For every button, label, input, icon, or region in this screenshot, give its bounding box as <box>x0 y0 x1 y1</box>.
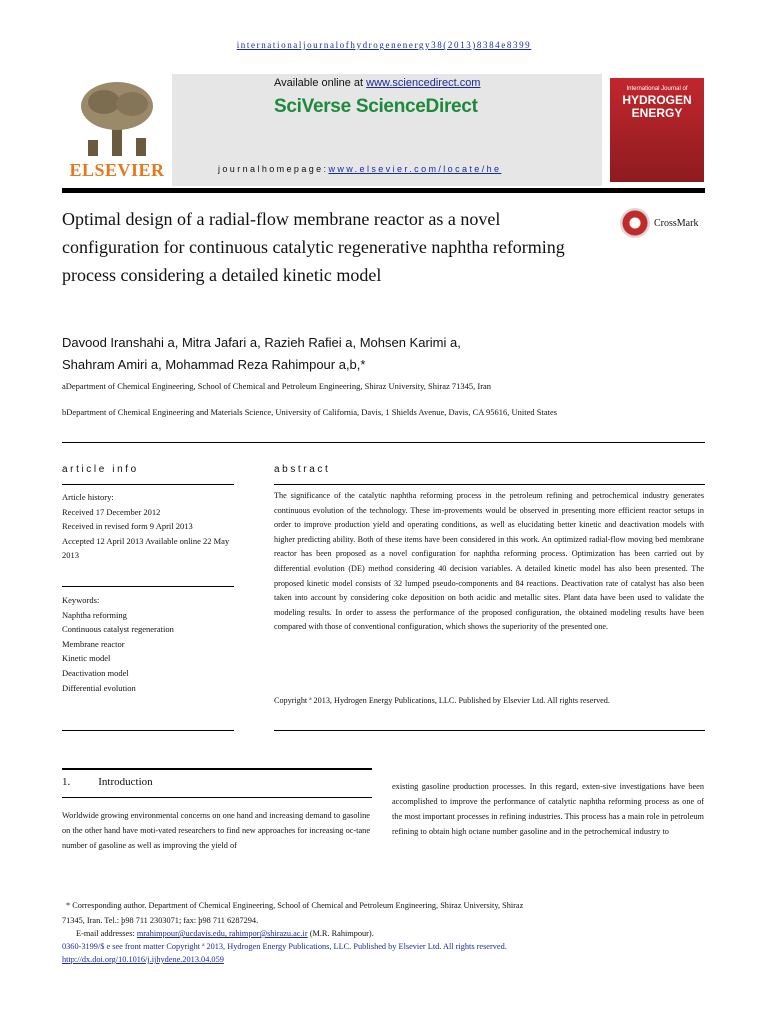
keyword-item: Kinetic model <box>62 653 111 664</box>
issn-copyright-line: 0360-3199/$ e see front matter Copyright ª 2013, Hydrogen Energy Publications, LLC. Published by Elsevier Ltd. All rights reserved. <box>62 942 507 951</box>
intro-bottom-rule <box>62 797 372 798</box>
homepage-link[interactable]: www.elsevier.com/locate/he <box>328 164 502 174</box>
affiliation-divider <box>62 442 705 443</box>
history-received: Received 17 December 2012 <box>62 506 161 517</box>
elsevier-tree-icon <box>74 80 160 158</box>
keywords-list <box>62 593 232 695</box>
intro-top-rule <box>62 768 372 770</box>
abstract-rule <box>274 484 705 485</box>
abstract-heading: abstract <box>274 464 331 475</box>
history-revised: Received in revised form 9 April 2013 <box>62 521 193 532</box>
abstract-bottom-rule <box>274 730 705 731</box>
article-title: Optimal design of a radial-flow membrane reactor as a novel configuration for continuous catalytic regenerative naphtha reforming process considering a detailed kinetic model <box>62 209 565 285</box>
journal-homepage <box>218 164 501 174</box>
sciencedirect-link[interactable]: www.sciencedirect.com <box>366 77 481 89</box>
doi-link[interactable]: http://dx.doi.org/10.1016/j.ijhydene.2013.04.059 <box>62 955 224 964</box>
email-suffix: (M.R. Rahimpour). <box>307 929 374 938</box>
article-history <box>62 490 232 563</box>
elsevier-wordmark: ELSEVIER <box>69 160 165 180</box>
doi[interactable] <box>62 952 622 968</box>
keyword-item: Deactivation model <box>62 667 129 678</box>
keyword-item: Membrane reactor <box>62 638 125 649</box>
corresponding-author-note: * Corresponding author. Department of Chemical Engineering, School of Chemical and Petroleum Engineering, Shiraz University, Shiraz <box>66 901 524 910</box>
affiliation-a: aDepartment of Chemical Engineering, School of Chemical and Petroleum Engineering, Shiraz University, Shiraz 71345, Iran <box>62 381 492 391</box>
authors-line-2: Shahram Amiri a, Mohammad Reza Rahimpour a,b,* <box>62 357 366 372</box>
abstract-copyright: Copyright ª 2013, Hydrogen Energy Publications, LLC. Published by Elsevier Ltd. All rights reserved. <box>274 696 610 705</box>
crossmark-label[interactable]: CrossMark <box>654 218 699 229</box>
affiliation-b: bDepartment of Chemical Engineering and Materials Science, University of California, Davis, 1 Shields Avenue, Davis, CA 95616, United States <box>62 407 558 417</box>
journal-reference-link[interactable]: internationaljournalofhydrogenenergy38(2013)8384e8399 <box>236 40 532 50</box>
sciverse-logo: SciVerse ScienceDirect <box>274 96 478 117</box>
journal-reference[interactable] <box>0 40 768 50</box>
history-accepted: Accepted 12 April 2013 Available online 22 May 2013 <box>62 535 230 561</box>
email-link[interactable]: mrahimpour@ucdavis.edu, rahimpor@shirazu.ac.ir <box>136 929 308 938</box>
keyword-item: Continuous catalyst regeneration <box>62 624 174 635</box>
article-info-heading: article info <box>62 464 139 475</box>
keyword-item: Naphtha reforming <box>62 609 127 620</box>
abstract-text: The significance of the catalytic naphtha reforming process in the petroleum refining and petrochemical industry generates continuous evolution of the technology. These im-provements would be observed in presenting more efficient reactor setups in order to improve production yield and operating conditions, as well as elucidating better kinetic and deactivation models with higher predicting ability. Both of these items have been considered in this work. An optimized radial-flow moving bed membrane reactor has been proposed as a novel configuration for naphtha reforming process. Optimization has been carried out by differential evolution (DE) method considering 40 decision variables. A detailed kinetic model has also been presented. The proposed kinetic model consists of 32 lumped pseudo-components and 84 reactions. Deactivation rate of catalyst has also been taken into account by considering coke deposition on both acidic and metallic sites. Plant data have been used to validate the modeling results. In order to assess the performance of the proposed configuration, the obtained modeling results have been compared with those of conventional configuration, which shows the superiority of the presented one. <box>274 491 704 632</box>
header-divider <box>62 188 705 193</box>
cover-title: HYDROGEN ENERGY <box>622 93 692 120</box>
history-label: Article history: <box>62 492 114 502</box>
history-rule <box>62 586 234 587</box>
intro-title: Introduction <box>98 776 153 788</box>
crossmark-icon[interactable] <box>620 208 650 238</box>
article-info-rule <box>62 484 234 485</box>
intro-right-column: existing gasoline production processes. In this regard, exten-sive investigations have been accomplished to improve the performance of catalytic naphtha reforming process as one of the most important processes in refining industries. This process has a main role in petroleum refining to obtain high octane number gasoline and in the petrochemical industry to <box>392 782 704 836</box>
available-online <box>274 77 480 89</box>
keyword-item: Differential evolution <box>62 682 136 693</box>
author-list <box>62 332 622 376</box>
cover-subtitle: International Journal of <box>626 86 688 92</box>
corresponding-author-contact: 71345, Iran. Tel.: þ98 711 2303071; fax: þ98 711 6287294. <box>62 916 259 925</box>
intro-number: 1. <box>62 776 71 788</box>
intro-left-column: Worldwide growing environmental concerns on one hand and increasing demand to gasoline on the other hand have moti-vated researchers to find new approaches for increasing oc-tane number of gasoline as well as improving the yield of <box>62 811 370 850</box>
homepage-label: journalhomepage: <box>218 164 329 174</box>
intro-heading <box>62 776 153 788</box>
email-label: E-mail addresses: <box>76 929 137 938</box>
authors-line-1: Davood Iranshahi a, Mitra Jafari a, Razieh Rafiei a, Mohsen Karimi a, <box>62 335 461 350</box>
info-bottom-rule <box>62 730 234 731</box>
available-online-label: Available online at <box>274 77 367 89</box>
keywords-label: Keywords: <box>62 595 100 605</box>
